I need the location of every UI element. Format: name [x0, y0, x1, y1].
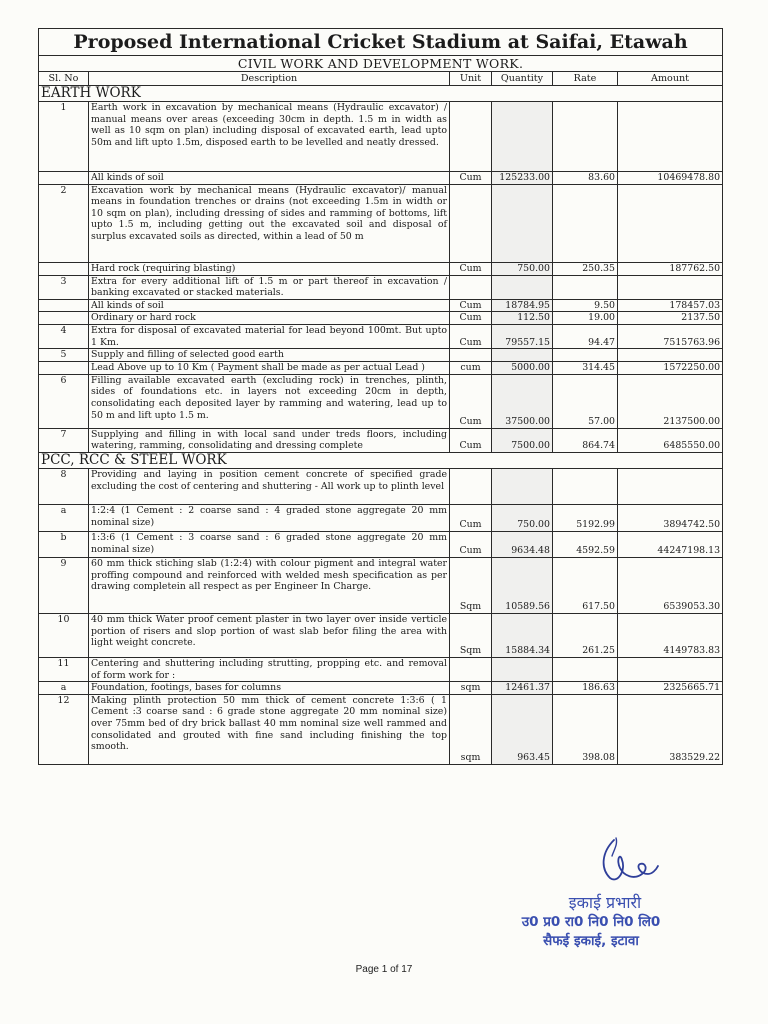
row-rate — [553, 184, 618, 262]
table-row — [39, 504, 723, 531]
row-rate — [553, 102, 618, 172]
row-quantity — [492, 275, 553, 299]
row-description: Supplying and filling in with local sand under treds floors, including watering, ramming, consolidating and dressing complete — [89, 428, 450, 452]
row-sl-no: 8 — [39, 468, 89, 504]
signature — [596, 834, 660, 890]
page-footer: Page 1 of 17 — [355, 964, 413, 975]
row-sl-no — [39, 361, 89, 374]
header-unit: Unit — [450, 72, 492, 86]
row-rate: 83.60 — [553, 172, 618, 185]
row-amount: 2137500.00 — [618, 374, 723, 428]
row-unit: Sqm — [450, 613, 492, 657]
row-unit: Sqm — [450, 557, 492, 613]
row-unit: Cum — [450, 312, 492, 325]
stamp-line-unit: सैफई इकाई, इटावा — [543, 933, 639, 949]
table-row — [39, 324, 723, 348]
row-amount: 3894742.50 — [618, 504, 723, 531]
row-sl-no: 3 — [39, 275, 89, 299]
header-sl-no: Sl. No — [39, 72, 89, 86]
row-amount: 178457.03 — [618, 299, 723, 312]
row-rate: 250.35 — [553, 262, 618, 275]
header-row — [39, 72, 723, 86]
table-row — [39, 275, 723, 299]
table-row — [39, 374, 723, 428]
row-amount — [618, 102, 723, 172]
office-stamp — [496, 893, 686, 951]
row-quantity: 5000.00 — [492, 361, 553, 374]
table-row — [39, 428, 723, 452]
table-row — [39, 613, 723, 657]
row-amount: 4149783.83 — [618, 613, 723, 657]
row-description: Extra for disposal of excavated material for lead beyond 100mt. But upto 1 Km. — [89, 324, 450, 348]
table-row — [39, 682, 723, 695]
section-heading: EARTH WORK — [39, 86, 723, 102]
row-unit — [450, 468, 492, 504]
row-quantity: 750.00 — [492, 262, 553, 275]
row-description: 1:3:6 (1 Cement : 3 coarse sand : 6 graded stone aggregate 20 mm nominal size) — [89, 531, 450, 557]
row-description: Hard rock (requiring blasting) — [89, 262, 450, 275]
row-description: Excavation work by mechanical means (Hydraulic excavator)/ manual means in foundation trenches or drains (not exceeding 1.5m in width or 10 sqm on plan), including dressing of sides and ramming of bottoms, lift upto 1.5 m, including getting out the excavated soil and disposal of surplus excavated soils as directed, within a lead of 50 m — [89, 184, 450, 262]
stamp-line-designation: इकाई प्रभारी — [568, 893, 642, 912]
row-rate — [553, 657, 618, 681]
section-row — [39, 86, 723, 102]
row-rate — [553, 468, 618, 504]
row-description: 1:2:4 (1 Cement : 2 coarse sand : 4 graded stone aggregate 20 mm nominal size) — [89, 504, 450, 531]
row-quantity: 7500.00 — [492, 428, 553, 452]
row-unit: Cum — [450, 504, 492, 531]
row-sl-no — [39, 262, 89, 275]
row-amount: 6485550.00 — [618, 428, 723, 452]
row-sl-no: 9 — [39, 557, 89, 613]
row-description: Lead Above up to 10 Km ( Payment shall be made as per actual Lead ) — [89, 361, 450, 374]
row-description: Filling available excavated earth (excluding rock) in trenches, plinth, sides of foundations etc. in layers not exceeding 20cm in depth, consolidating each deposited layer by ramming and watering, lead up to 50 m and lift upto 1.5 m. — [89, 374, 450, 428]
row-unit: sqm — [450, 694, 492, 764]
row-description: Foundation, footings, bases for columns — [89, 682, 450, 695]
row-sl-no: a — [39, 682, 89, 695]
table-row — [39, 468, 723, 504]
row-description: Providing and laying in position cement concrete of specified grade excluding the cost of centering and shuttering - All work up to plinth level — [89, 468, 450, 504]
section-heading: PCC, RCC & STEEL WORK — [39, 452, 723, 468]
row-quantity — [492, 468, 553, 504]
row-rate — [553, 349, 618, 362]
table-row — [39, 557, 723, 613]
row-unit: Cum — [450, 531, 492, 557]
table-row — [39, 172, 723, 185]
row-amount — [618, 349, 723, 362]
row-rate: 5192.99 — [553, 504, 618, 531]
row-rate — [553, 275, 618, 299]
row-quantity — [492, 102, 553, 172]
document-title: Proposed International Cricket Stadium at Saifai, Etawah — [39, 29, 723, 56]
row-quantity: 37500.00 — [492, 374, 553, 428]
row-amount: 7515763.96 — [618, 324, 723, 348]
row-sl-no: 2 — [39, 184, 89, 262]
row-unit: Cum — [450, 172, 492, 185]
row-unit — [450, 102, 492, 172]
row-amount: 6539053.30 — [618, 557, 723, 613]
row-sl-no: 7 — [39, 428, 89, 452]
row-quantity — [492, 184, 553, 262]
stamp-line-office: उ0 प्र0 रा0 नि0 नि0 लि0 — [521, 914, 661, 930]
row-sl-no: a — [39, 504, 89, 531]
row-unit: Cum — [450, 299, 492, 312]
row-rate: 617.50 — [553, 557, 618, 613]
row-quantity: 125233.00 — [492, 172, 553, 185]
row-sl-no: 5 — [39, 349, 89, 362]
row-rate: 398.08 — [553, 694, 618, 764]
row-description: 60 mm thick stiching slab (1:2:4) with colour pigment and integral water proffing compound and reinforced with welded mesh specification as per drawing completein all respect as per Engineer In Charge. — [89, 557, 450, 613]
table-row — [39, 657, 723, 681]
row-quantity: 15884.34 — [492, 613, 553, 657]
row-description: All kinds of soil — [89, 172, 450, 185]
row-sl-no — [39, 299, 89, 312]
row-sl-no: 12 — [39, 694, 89, 764]
header-quantity: Quantity — [492, 72, 553, 86]
row-rate: 314.45 — [553, 361, 618, 374]
row-quantity: 750.00 — [492, 504, 553, 531]
row-amount: 2325665.71 — [618, 682, 723, 695]
table-row — [39, 361, 723, 374]
row-description: Ordinary or hard rock — [89, 312, 450, 325]
row-rate: 261.25 — [553, 613, 618, 657]
row-sl-no: 4 — [39, 324, 89, 348]
row-amount: 187762.50 — [618, 262, 723, 275]
row-rate: 19.00 — [553, 312, 618, 325]
row-quantity: 12461.37 — [492, 682, 553, 695]
row-description: All kinds of soil — [89, 299, 450, 312]
row-amount — [618, 275, 723, 299]
row-unit: Cum — [450, 262, 492, 275]
table-row — [39, 312, 723, 325]
row-unit — [450, 184, 492, 262]
row-quantity — [492, 349, 553, 362]
table-row — [39, 299, 723, 312]
header-description: Description — [89, 72, 450, 86]
row-amount: 383529.22 — [618, 694, 723, 764]
table-row — [39, 184, 723, 262]
table-body — [39, 86, 723, 765]
row-unit — [450, 657, 492, 681]
row-rate: 4592.59 — [553, 531, 618, 557]
row-sl-no — [39, 312, 89, 325]
table-row — [39, 694, 723, 764]
row-description: 40 mm thick Water proof cement plaster in two layer over inside verticle portion of risers and slop portion of wast slab befor filing the area with light weight concrete. — [89, 613, 450, 657]
document-subtitle: CIVIL WORK AND DEVELOPMENT WORK. — [39, 56, 723, 72]
row-amount: 2137.50 — [618, 312, 723, 325]
row-unit: Cum — [450, 428, 492, 452]
header-amount: Amount — [618, 72, 723, 86]
row-rate: 9.50 — [553, 299, 618, 312]
table-row — [39, 262, 723, 275]
row-sl-no — [39, 172, 89, 185]
row-sl-no: b — [39, 531, 89, 557]
estimate-table — [38, 28, 723, 765]
row-quantity — [492, 657, 553, 681]
row-description: Supply and filling of selected good earth — [89, 349, 450, 362]
row-description: Centering and shuttering including strutting, propping etc. and removal of form work for : — [89, 657, 450, 681]
row-unit — [450, 349, 492, 362]
row-quantity: 9634.48 — [492, 531, 553, 557]
row-amount — [618, 468, 723, 504]
header-rate: Rate — [553, 72, 618, 86]
row-quantity: 963.45 — [492, 694, 553, 764]
row-sl-no: 6 — [39, 374, 89, 428]
row-rate: 94.47 — [553, 324, 618, 348]
row-amount: 10469478.80 — [618, 172, 723, 185]
row-unit: cum — [450, 361, 492, 374]
row-description: Making plinth protection 50 mm thick of cement concrete 1:3:6 ( 1 Cement :3 coarse sand : 6 grade stone aggregate 20 mm nominal size) over 75mm bed of dry brick ballast 40 mm nominal size well rammed and consolidated and grouted with fine sand including finishing the top smooth. — [89, 694, 450, 764]
row-quantity: 112.50 — [492, 312, 553, 325]
row-quantity: 79557.15 — [492, 324, 553, 348]
row-amount: 1572250.00 — [618, 361, 723, 374]
row-sl-no: 1 — [39, 102, 89, 172]
row-quantity: 10589.56 — [492, 557, 553, 613]
table-row — [39, 349, 723, 362]
row-rate: 57.00 — [553, 374, 618, 428]
table-row — [39, 531, 723, 557]
row-unit — [450, 275, 492, 299]
row-unit: Cum — [450, 374, 492, 428]
row-amount — [618, 657, 723, 681]
section-row — [39, 452, 723, 468]
table-row — [39, 102, 723, 172]
row-rate: 186.63 — [553, 682, 618, 695]
row-unit: sqm — [450, 682, 492, 695]
row-amount — [618, 184, 723, 262]
row-sl-no: 10 — [39, 613, 89, 657]
row-unit: Cum — [450, 324, 492, 348]
row-quantity: 18784.95 — [492, 299, 553, 312]
row-amount: 44247198.13 — [618, 531, 723, 557]
row-description: Extra for every additional lift of 1.5 m or part thereof in excavation / banking excavated or stacked materials. — [89, 275, 450, 299]
row-rate: 864.74 — [553, 428, 618, 452]
row-description: Earth work in excavation by mechanical means (Hydraulic excavator) / manual means over areas (exceeding 30cm in depth. 1.5 m in width as well as 10 sqm on plan) including disposal of excavated earth, lead upto 50m and lift upto 1.5m, disposed earth to be levelled and neatly dressed. — [89, 102, 450, 172]
row-sl-no: 11 — [39, 657, 89, 681]
